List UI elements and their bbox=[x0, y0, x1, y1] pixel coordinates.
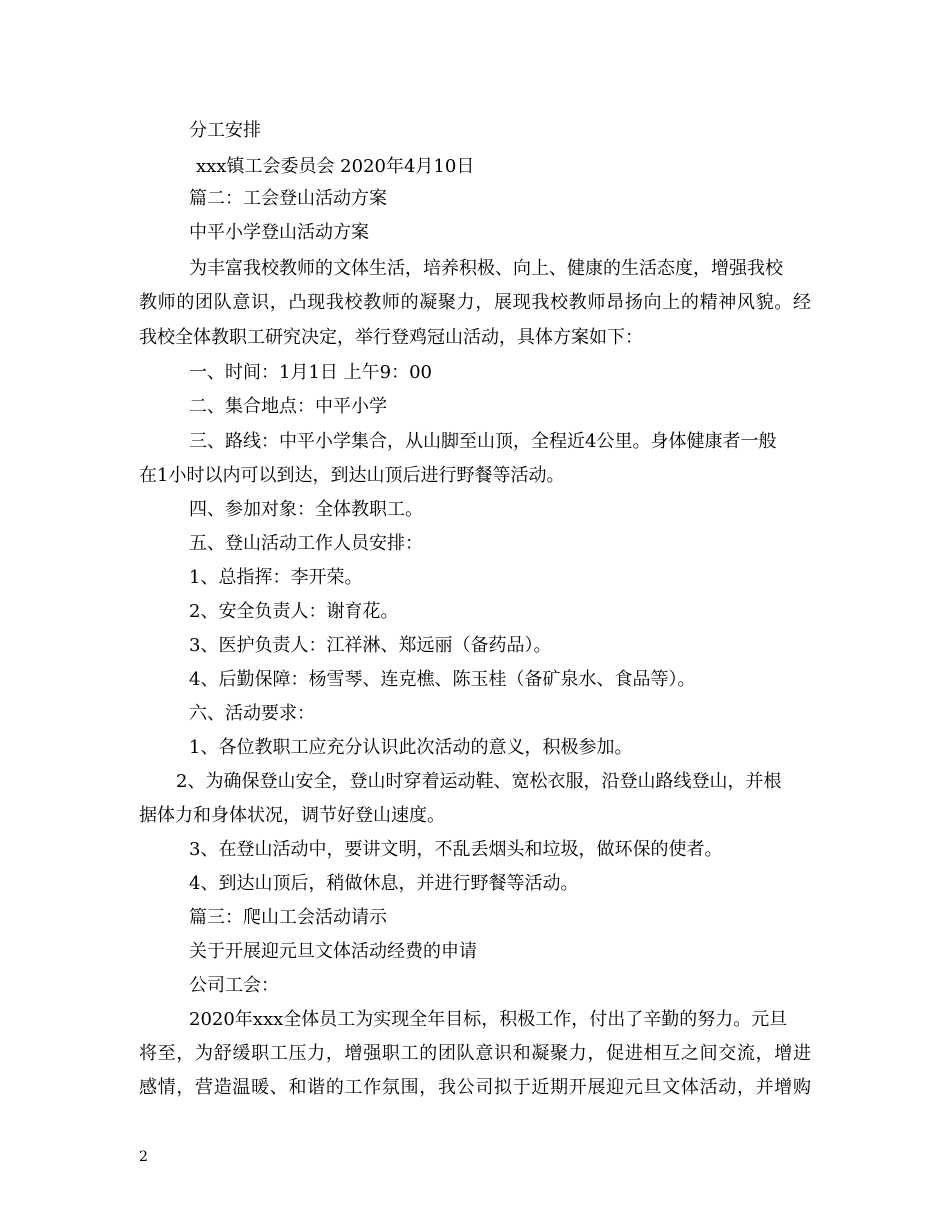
text-line: 在1小时以内可以到达，到达山顶后进行野餐等活动。 bbox=[139, 465, 565, 486]
text-line: 分工安排 bbox=[189, 120, 261, 141]
text-line: 六、活动要求： bbox=[189, 703, 315, 724]
text-line: 教师的团队意识，凸现我校教师的凝聚力，展现我校教师昂扬向上的精神风貌。经 bbox=[139, 292, 811, 313]
text-line: 1、各位教职工应充分认识此次活动的意义，积极参加。 bbox=[189, 737, 633, 758]
text-line: 四、参加对象：全体教职工。 bbox=[189, 499, 423, 520]
text-line: 为丰富我校教师的文体生活，培养积极、向上、健康的生活态度，增强我校 bbox=[189, 258, 783, 279]
text-line: xxx镇工会委员会 2020年4月10日 bbox=[196, 156, 475, 177]
text-line: 4、到达山顶后，稍做休息，并进行野餐等活动。 bbox=[189, 873, 579, 894]
text-line: 二、集合地点：中平小学 bbox=[189, 396, 387, 417]
text-line: 3、医护负责人：江祥淋、郑远丽（备药品）。 bbox=[189, 635, 552, 656]
text-line: 据体力和身体状况，调节好登山速度。 bbox=[139, 805, 445, 826]
text-line: 4、后勤保障：杨雪琴、连克樵、陈玉桂（备矿泉水、食品等）。 bbox=[189, 669, 696, 690]
text-line: 公司工会： bbox=[189, 975, 279, 996]
text-line: 2、安全负责人：谢育花。 bbox=[189, 601, 399, 622]
text-line: 一、时间：1月1日 上午9：00 bbox=[189, 362, 432, 383]
text-line: 关于开展迎元旦文体活动经费的申请 bbox=[189, 941, 477, 962]
text-line: 将至，为舒缓职工压力，增强职工的团队意识和凝聚力，促进相互之间交流，增进 bbox=[139, 1043, 811, 1064]
text-line: 3、在登山活动中，要讲文明，不乱丢烟头和垃圾，做环保的使者。 bbox=[189, 839, 723, 860]
text-line: 2、为确保登山安全，登山时穿着运动鞋、宽松衣服，沿登山路线登山，并根 bbox=[176, 771, 782, 792]
text-line: 篇三：爬山工会活动请示 bbox=[189, 907, 387, 928]
page-number: 2 bbox=[139, 1149, 148, 1165]
text-line: 篇二：工会登山活动方案 bbox=[189, 188, 387, 209]
text-line: 中平小学登山活动方案 bbox=[189, 222, 369, 243]
text-line: 三、路线：中平小学集合，从山脚至山顶，全程近4公里。身体健康者一般 bbox=[189, 431, 777, 452]
text-line: 1、总指挥：李开荣。 bbox=[189, 567, 363, 588]
text-line: 感情，营造温暖、和谐的工作氛围，我公司拟于近期开展迎元旦文体活动，并增购 bbox=[139, 1077, 811, 1098]
text-line: 我校全体教职工研究决定，举行登鸡冠山活动，具体方案如下： bbox=[139, 327, 643, 348]
text-line: 五、登山活动工作人员安排： bbox=[189, 533, 423, 554]
text-line: 2020年xxx全体员工为实现全年目标，积极工作，付出了辛勤的努力。元旦 bbox=[189, 1009, 788, 1030]
